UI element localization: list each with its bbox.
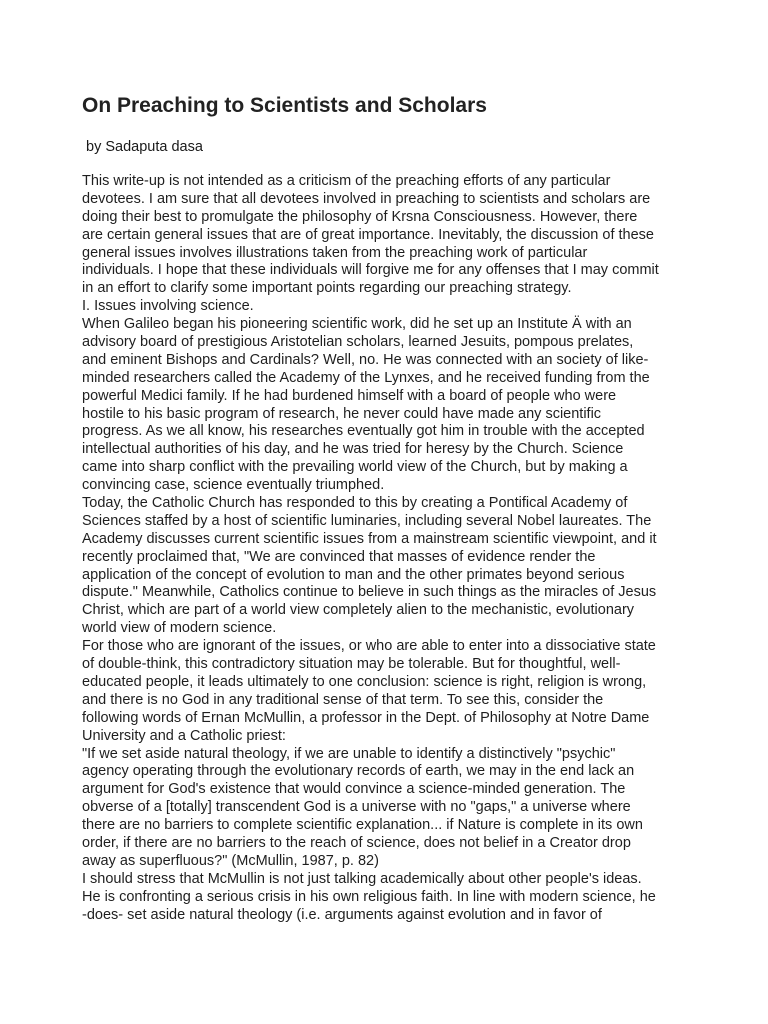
author-byline: by Sadaputa dasa xyxy=(86,139,203,155)
text-line: argument for God's existence that would convince a science-minded generation. The xyxy=(82,781,626,798)
text-line: -does- set aside natural theology (i.e. arguments against evolution and in favor of xyxy=(82,906,602,923)
text-line: minded researchers called the Academy of the Lynxes, and he received funding from the xyxy=(82,369,650,386)
text-line: away as superfluous?" (McMullin, 1987, p. 82) xyxy=(82,852,379,869)
text-line: following words of Ernan McMullin, a professor in the Dept. of Philosophy at Notre Dame xyxy=(82,709,650,726)
text-line: convincing case, science eventually triumphed. xyxy=(82,477,385,494)
text-line: intellectual authorities of his day, and he was tried for heresy by the Church. Science xyxy=(82,441,624,458)
text-line: devotees. I am sure that all devotees involved in preaching to scientists and scholars are xyxy=(82,190,651,207)
text-line: and eminent Bishops and Cardinals? Well, no. He was connected with an society of like- xyxy=(82,351,649,368)
text-line: there are no barriers to complete scientific explanation... if Nature is complete in its own xyxy=(82,817,643,834)
text-line: hostile to his basic program of research, he never could have made any scientific xyxy=(82,405,602,422)
text-line: I should stress that McMullin is not just talking academically about other people's ideas. xyxy=(82,870,642,887)
text-line: and there is no God in any traditional sense of that term. To see this, consider the xyxy=(82,691,604,708)
body-text xyxy=(82,173,722,924)
text-line: Academy discusses current scientific issues from a mainstream scientific viewpoint, and it xyxy=(82,530,657,547)
page-title: On Preaching to Scientists and Scholars xyxy=(82,94,487,117)
text-line: Sciences staffed by a host of scientific luminaries, including several Nobel laureates. The xyxy=(82,512,652,529)
text-line: dispute." Meanwhile, Catholics continue to believe in such things as the miracles of Jesus xyxy=(82,584,657,601)
text-line: general issues involves illustrations taken from the preaching work of particular xyxy=(82,244,588,261)
text-line: obverse of a [totally] transcendent God is a universe with no "gaps," a universe where xyxy=(82,799,631,816)
text-line: "If we set aside natural theology, if we are unable to identify a distinctively "psychic" xyxy=(82,745,616,762)
text-line: came into sharp conflict with the prevailing world view of the Church, but by making a xyxy=(82,459,628,476)
text-line: world view of modern science. xyxy=(82,620,277,637)
text-line: recently proclaimed that, "We are convinced that masses of evidence render the xyxy=(82,548,596,565)
text-line: educated people, it leads ultimately to one conclusion: science is right, religion is wrong, xyxy=(82,673,647,690)
text-line: I. Issues involving science. xyxy=(82,298,254,315)
text-line: When Galileo began his pioneering scientific work, did he set up an Institute Ä with an xyxy=(82,316,632,333)
text-line: doing their best to promulgate the philosophy of Krsna Consciousness. However, there xyxy=(82,208,638,225)
text-line: University and a Catholic priest: xyxy=(82,727,286,744)
text-line: individuals. I hope that these individuals will forgive me for any offenses that I may commit xyxy=(82,262,659,279)
text-line: He is confronting a serious crisis in his own religious faith. In line with modern science, he xyxy=(82,888,656,905)
text-line: advisory board of prestigious Aristotelian scholars, learned Jesuits, pompous prelates, xyxy=(82,334,634,351)
text-line: of double-think, this contradictory situation may be tolerable. But for thoughtful, well- xyxy=(82,656,621,673)
text-line: are certain general issues that are of great importance. Inevitably, the discussion of these xyxy=(82,226,654,243)
text-line: For those who are ignorant of the issues, or who are able to enter into a dissociative state xyxy=(82,638,656,655)
text-line: This write-up is not intended as a criticism of the preaching efforts of any particular xyxy=(82,173,611,189)
text-line: order, if there are no barriers to the reach of science, does not belief in a Creator drop xyxy=(82,834,631,851)
text-line: Christ, which are part of a world view completely alien to the mechanistic, evolutionary xyxy=(82,602,635,619)
text-line: in an effort to clarify some important points regarding our preaching strategy. xyxy=(82,280,572,297)
text-line: progress. As we all know, his researches eventually got him in trouble with the accepted xyxy=(82,423,645,440)
text-line: application of the concept of evolution to man and the other primates beyond serious xyxy=(82,566,625,583)
text-line: powerful Medici family. If he had burdened himself with a board of people who were xyxy=(82,387,617,404)
text-line: agency operating through the evolutionary records of earth, we may in the end lack an xyxy=(82,763,635,780)
text-line: Today, the Catholic Church has responded to this by creating a Pontifical Academy of xyxy=(82,495,628,512)
